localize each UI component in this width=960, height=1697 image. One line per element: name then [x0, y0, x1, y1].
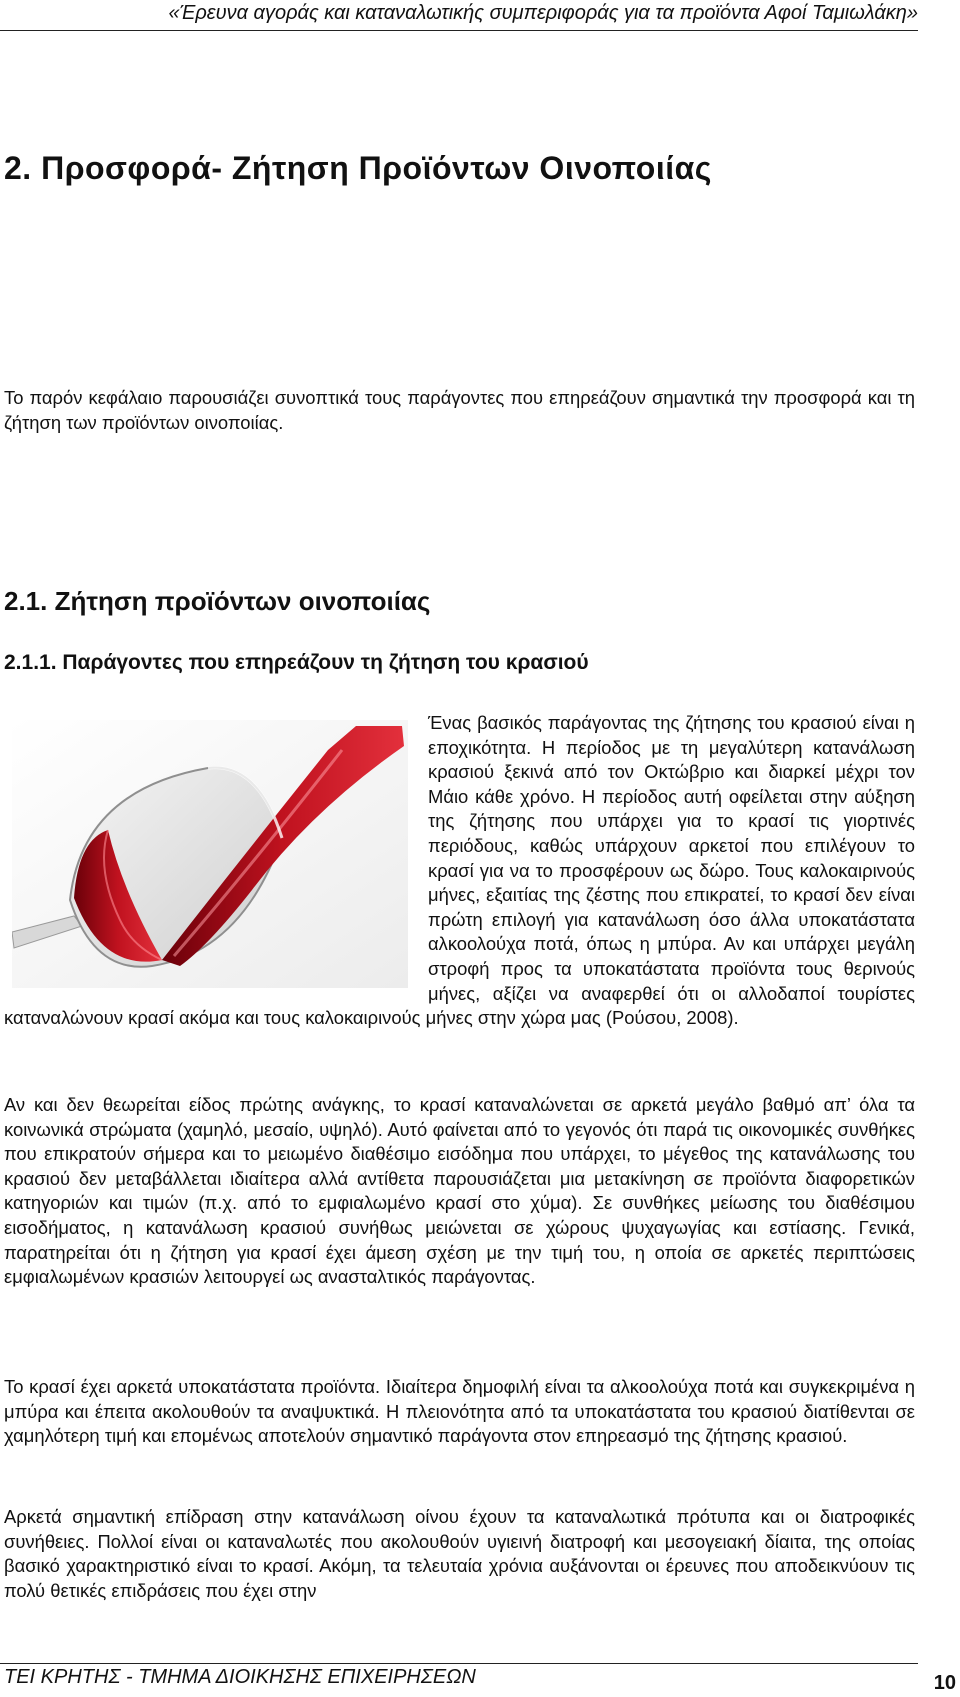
wine-glass-icon	[12, 720, 408, 988]
wrapped-paragraph-block	[0, 711, 915, 1031]
paragraph-consumption-patterns: Αρκετά σημαντική επίδραση στην κατανάλωση οίνου έχουν τα καταναλωτικά πρότυπα και οι διατροφικές συνήθειες. Πολλοί είναι οι καταναλωτές που ακολουθούν υγιεινή διατροφή και μεσογειακή δίαιτα, της οποίας βασικό χαρακτηριστικό είναι το κρασί. Ακόμη, τα τελευταία χρόνια αυξάνονται οι έρευνες που αποδεικνύουν τις πολύ θετικές επιδράσεις που έχει στην	[4, 1506, 915, 1601]
footer-institution: ΤΕΙ ΚΡΗΤΗΣ - ΤΜΗΜΑ ΔΙΟΙΚΗΣΗΣ ΕΠΙΧΕΙΡΗΣΕΩΝ	[4, 1666, 476, 1688]
chapter-title: 2. Προσφορά- Ζήτηση Προϊόντων Οινοποιίας	[4, 150, 712, 186]
intro-paragraph: Το παρόν κεφάλαιο παρουσιάζει συνοπτικά τους παράγοντες που επηρεάζουν σημαντικά την προσφορά και τη ζήτηση των προϊόντων οινοποιίας.	[4, 387, 915, 433]
running-title: «Έρευνα αγοράς και καταναλωτικής συμπεριφοράς για τα προϊόντα Αφοί Ταμιωλάκη»	[168, 2, 918, 24]
paragraph-seasonality: Ένας βασικός παράγοντας της ζήτησης του κρασιού είναι η εποχικότητα. Η περίοδος με τη μεγαλύτερη κατανάλωση κρασιού ξεκινά από τον Οκτώβριο και διαρκεί μέχρι τον Μάιο κάθε χρόνο. Η περίοδος αυτή οφείλεται στην αύξηση της ζήτησης που υπάρχει για το κρασί τις γιορτινές περιόδους, καθώς υπάρχουν αρκετοί που επιλέγουν το κρασί για να το προσφέρουν ως δώρο. Τους καλοκαιρινούς μήνες, εξαιτίας της ζέστης που επικρατεί, το κρασί δεν είναι πρώτη επιλογή για κατανάλωση όσο άλλα υποκατάστατα αλκοολούχα ποτά, όπως η μπύρα. Αν και υπάρχει μεγάλη στροφή προς τα υποκατάστατα προϊόντα τους θερινούς μήνες, αξίζει να αναφερθεί ότι οι αλλοδαποί τουρίστες καταναλώνουν κρασί ακόμα και τους καλοκαιρινούς μήνες στην χώρα μας (Ρούσου, 2008).	[4, 712, 915, 1029]
paragraph-social-classes: Αν και δεν θεωρείται είδος πρώτης ανάγκης, το κρασί καταναλώνεται σε αρκετά μεγάλο βαθμό απ’ όλα τα κοινωνικά στρώματα (χαμηλό, μεσαίο, υψηλό). Αυτό φαίνεται από το γεγονός ότι παρά τις οικονομικές συνθήκες που επικρατούν σήμερα και το μειωμένο διαθέσιμο εισόδημα που υπάρχει, το μέγεθος της κατανάλωσης του κρασιού δεν μεταβάλλεται ιδιαίτερα αλλά αντίθετα παρουσιάζεται μια μετακίνηση σε προϊόντα διαφορετικών κατηγοριών και τιμών (π.χ. από το εμφιαλωμένο κρασί στο χύμα). Σε συνθήκες μείωσης του διαθέσιμου εισοδήματος, η κατανάλωση κρασιού συνήθως μειώνεται σε χώρους ψυχαγωγίας και εστίασης. Γενικά, παρατηρείται ότι η ζήτηση για κρασί έχει άμεση σχέση με την τιμή του, η οποία σε αρκετές περιπτώσεις εμφιαλωμένων κρασιών λειτουργεί ως ανασταλτικός παράγοντας.	[4, 1094, 915, 1288]
wine-pour-image	[12, 720, 408, 988]
page-header	[0, 0, 918, 31]
subsection-title: 2.1.1. Παράγοντες που επηρεάζουν τη ζήτηση του κρασιού	[4, 651, 589, 674]
footer-divider	[0, 1663, 918, 1664]
section-title: 2.1. Ζήτηση προϊόντων οινοποιίας	[4, 586, 431, 616]
page-number: 10	[933, 1672, 956, 1694]
paragraph-substitutes: Το κρασί έχει αρκετά υποκατάστατα προϊόντα. Ιδιαίτερα δημοφιλή είναι τα αλκοολούχα ποτά και συγκεκριμένα η μπύρα και έπειτα ακολουθούν τα αναψυκτικά. Η πλειονότητα από τα υποκατάστατα του κρασιού διατίθενται σε χαμηλότερη τιμή και επομένως αποτελούν σημαντικό παράγοντα στον επηρεασμό της ζήτησης κρασιού.	[4, 1376, 915, 1447]
